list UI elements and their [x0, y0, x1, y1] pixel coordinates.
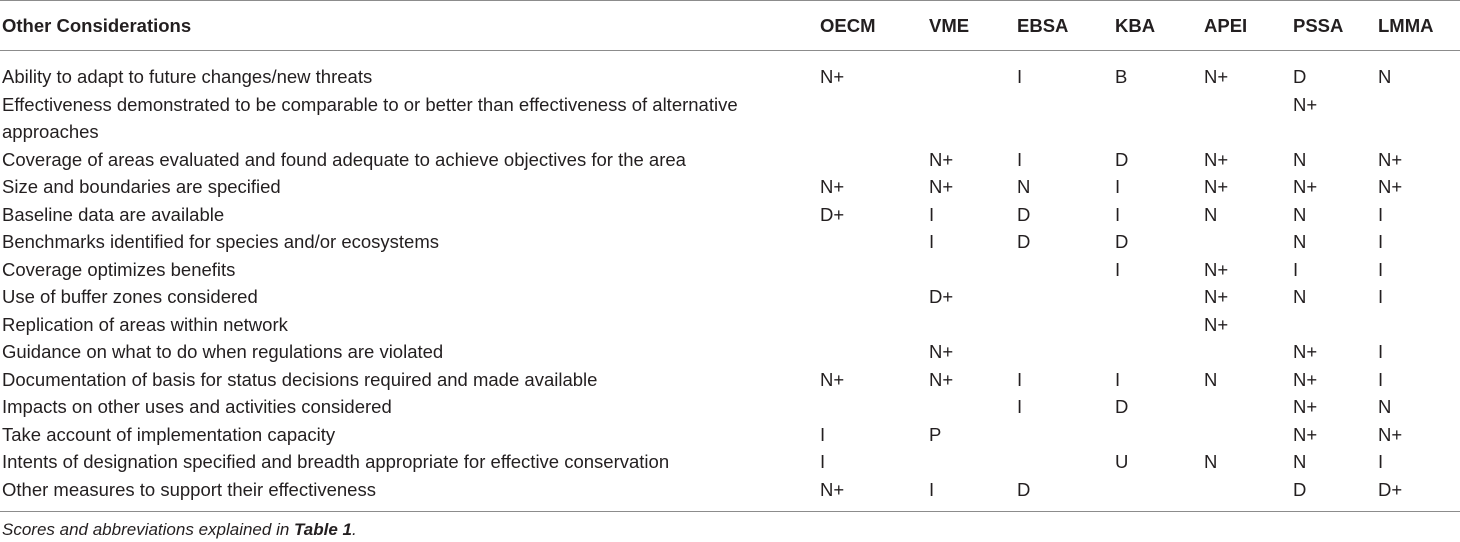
score-cell: D+	[929, 286, 954, 307]
score-cell	[1113, 311, 1202, 339]
criterion-cell: Intents of designation specified and breadth appropriate for effective conservation	[2, 451, 670, 472]
score-cell	[1113, 91, 1202, 146]
score-cell: D	[1115, 396, 1129, 417]
score-cell: N	[1293, 203, 1307, 225]
score-cell: N+	[1204, 258, 1229, 280]
score-cell	[818, 146, 927, 174]
score-cell	[1015, 448, 1113, 476]
score-cell: N	[1293, 286, 1307, 307]
score-cell: N	[1378, 66, 1392, 87]
table-row	[0, 256, 1460, 284]
score-cell: I	[1378, 258, 1384, 280]
score-cell: N+	[1204, 286, 1229, 307]
table-header-row	[0, 1, 1460, 51]
score-cell: N+	[1293, 396, 1318, 417]
score-cell	[1202, 338, 1291, 366]
score-cell: I	[929, 231, 935, 252]
table-row	[0, 476, 1460, 512]
score-cell: N+	[1204, 176, 1229, 197]
score-cell	[818, 228, 927, 256]
score-cell: N+	[1378, 423, 1403, 445]
criterion-cell: Guidance on what to do when regulations are violated	[2, 341, 444, 362]
criterion-cell: Take account of implementation capacity	[2, 423, 336, 445]
score-cell	[927, 256, 1015, 284]
score-cell: I	[1378, 368, 1384, 390]
criterion-cell: Effectiveness demonstrated to be comparable to or better than effectiveness of alternative approaches	[2, 93, 738, 142]
column-header: EBSA	[1015, 1, 1113, 51]
score-cell: B	[1115, 66, 1128, 87]
footnote-text: Scores and abbreviations explained in	[2, 520, 295, 539]
score-cell: U	[1115, 451, 1129, 472]
score-cell: I	[1378, 231, 1384, 252]
table-row	[0, 91, 1460, 146]
score-cell: N+	[1293, 423, 1318, 445]
score-cell: N	[1293, 451, 1307, 472]
score-cell: I	[1378, 341, 1384, 362]
score-cell	[927, 393, 1015, 421]
column-header: APEI	[1202, 1, 1291, 51]
score-cell: N+	[1204, 313, 1229, 335]
criterion-cell: Coverage of areas evaluated and found adequate to achieve objectives for the area	[2, 148, 686, 170]
criterion-cell: Other measures to support their effectiveness	[0, 476, 818, 512]
score-cell: N+	[820, 66, 845, 87]
score-cell	[818, 393, 927, 421]
table-row	[0, 173, 1460, 201]
score-cell	[1202, 91, 1291, 146]
score-cell: D+	[1376, 476, 1460, 512]
score-cell: N+	[1293, 368, 1318, 390]
score-cell	[1015, 256, 1113, 284]
score-cell: I	[1017, 368, 1023, 390]
score-cell: I	[1293, 258, 1299, 280]
score-cell: N+	[820, 176, 845, 197]
score-cell	[1376, 91, 1460, 146]
column-header: Other Considerations	[0, 1, 818, 51]
score-cell	[1113, 476, 1202, 512]
score-cell: N+	[929, 176, 954, 197]
column-header: VME	[927, 1, 1015, 51]
column-header: PSSA	[1291, 1, 1376, 51]
column-header: OECM	[818, 1, 927, 51]
criterion-cell: Size and boundaries are specified	[2, 176, 281, 197]
score-cell	[1015, 91, 1113, 146]
score-cell: I	[820, 423, 826, 445]
score-cell: N+	[1293, 176, 1318, 197]
footnote-text-end: .	[351, 520, 357, 539]
criterion-cell: Ability to adapt to future changes/new threats	[2, 66, 373, 87]
criterion-cell: Benchmarks identified for species and/or ecosystems	[2, 231, 440, 252]
score-cell: N+	[818, 476, 927, 512]
table-row	[0, 51, 1460, 91]
score-cell	[1291, 311, 1376, 339]
table-row	[0, 366, 1460, 394]
score-cell: N+	[1204, 66, 1229, 87]
column-header: KBA	[1113, 1, 1202, 51]
criterion-cell: Coverage optimizes benefits	[2, 258, 236, 280]
score-cell: N	[1293, 148, 1307, 170]
score-cell	[1015, 338, 1113, 366]
score-cell	[1202, 393, 1291, 421]
criterion-cell: Baseline data are available	[2, 203, 225, 225]
score-cell: D	[1293, 66, 1307, 87]
score-cell: I	[1017, 396, 1023, 417]
score-cell	[1015, 421, 1113, 449]
criterion-cell: Documentation of basis for status decisions required and made available	[2, 368, 598, 390]
score-cell: N	[1293, 231, 1307, 252]
score-cell	[927, 91, 1015, 146]
score-cell: I	[927, 476, 1015, 512]
criterion-cell: Impacts on other uses and activities considered	[2, 396, 392, 417]
criterion-cell: Use of buffer zones considered	[2, 286, 258, 307]
score-cell: I	[1115, 176, 1121, 197]
score-cell: N+	[1378, 176, 1403, 197]
footnote-table-reference: Table 1	[294, 520, 352, 539]
score-cell	[927, 51, 1015, 91]
score-cell	[1376, 311, 1460, 339]
score-cell: I	[929, 203, 935, 225]
score-cell	[1202, 476, 1291, 512]
score-cell: N	[1204, 368, 1218, 390]
score-cell: N+	[1293, 93, 1318, 115]
score-cell: N+	[929, 341, 954, 362]
table-row	[0, 421, 1460, 449]
table-row	[0, 201, 1460, 229]
score-cell	[1113, 338, 1202, 366]
table-body	[0, 51, 1460, 512]
table-row	[0, 283, 1460, 311]
score-cell: N+	[1204, 148, 1229, 170]
score-cell	[818, 283, 927, 311]
table-footnote	[2, 520, 357, 540]
score-cell: I	[1017, 66, 1023, 87]
score-cell	[927, 311, 1015, 339]
score-cell	[927, 448, 1015, 476]
score-cell: P	[929, 423, 942, 445]
score-cell: D	[1115, 231, 1129, 252]
score-cell: I	[1378, 286, 1384, 307]
score-cell: I	[1115, 368, 1121, 390]
score-cell	[818, 91, 927, 146]
score-cell	[1202, 421, 1291, 449]
score-cell: I	[1115, 203, 1121, 225]
score-cell	[818, 338, 927, 366]
score-cell: N+	[929, 368, 954, 390]
score-cell: D	[1115, 148, 1129, 170]
score-cell: I	[1115, 258, 1121, 280]
score-cell	[1113, 283, 1202, 311]
score-cell: N	[1017, 176, 1031, 197]
score-cell	[818, 311, 927, 339]
score-cell	[1015, 311, 1113, 339]
score-cell: I	[1378, 203, 1384, 225]
score-cell: N+	[1293, 341, 1318, 362]
score-cell: D	[1015, 476, 1113, 512]
score-cell	[818, 256, 927, 284]
score-cell	[1202, 228, 1291, 256]
score-cell: N	[1204, 203, 1218, 225]
criterion-cell: Replication of areas within network	[2, 313, 288, 335]
score-cell: D	[1017, 203, 1031, 225]
table-row	[0, 448, 1460, 476]
score-cell: N	[1378, 396, 1392, 417]
score-cell: D	[1291, 476, 1376, 512]
table-row	[0, 228, 1460, 256]
table-row	[0, 338, 1460, 366]
score-cell: I	[1378, 451, 1384, 472]
table-row	[0, 311, 1460, 339]
score-cell: D+	[820, 203, 845, 225]
score-cell	[1015, 283, 1113, 311]
score-cell: I	[820, 451, 826, 472]
table-row	[0, 393, 1460, 421]
score-cell: N+	[1378, 148, 1403, 170]
score-cell: N+	[820, 368, 845, 390]
score-cell: N	[1204, 451, 1218, 472]
score-cell: I	[1017, 148, 1023, 170]
score-cell	[1113, 421, 1202, 449]
column-header: LMMA	[1376, 1, 1460, 51]
score-cell: N+	[929, 148, 954, 170]
score-cell: D	[1017, 231, 1031, 252]
table-row	[0, 146, 1460, 174]
